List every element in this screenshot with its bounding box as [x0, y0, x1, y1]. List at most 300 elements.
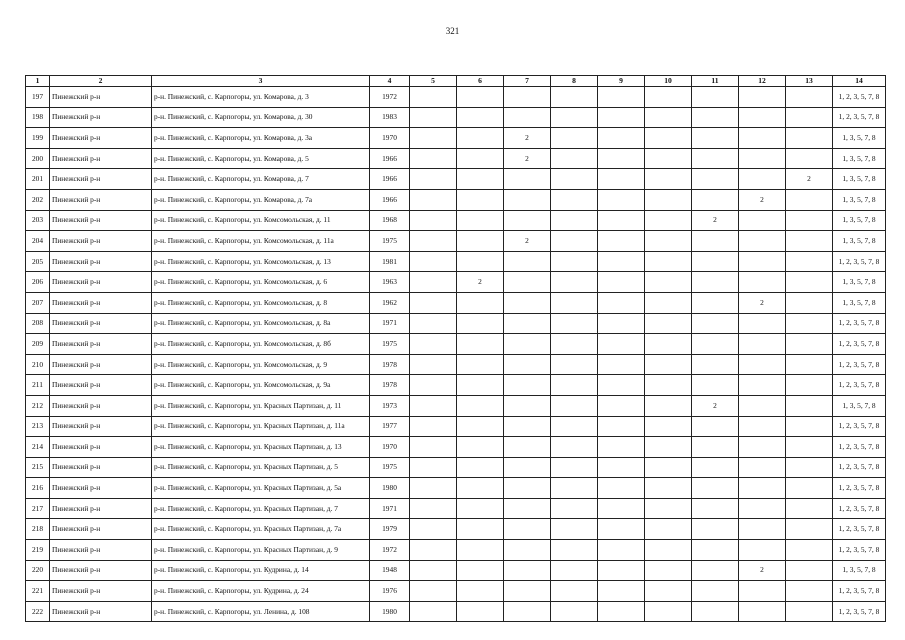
year-cell: 1978 [370, 375, 410, 396]
year-cell: 1977 [370, 416, 410, 437]
row-number-cell: 207 [26, 292, 50, 313]
mark-cell [457, 478, 504, 499]
mark-cell [504, 292, 551, 313]
mark-cell [645, 107, 692, 128]
mark-cell [551, 416, 598, 437]
district-cell: Пинежский р-н [50, 416, 152, 437]
mark-cell [598, 478, 645, 499]
mark-cell [457, 560, 504, 581]
mark-cell [739, 498, 786, 519]
mark-cell [692, 560, 739, 581]
mark-cell [692, 128, 739, 149]
mark-cell [645, 354, 692, 375]
mark-cell [551, 375, 598, 396]
district-cell: Пинежский р-н [50, 231, 152, 252]
mark-cell [786, 437, 833, 458]
address-cell: р-н. Пинежский, с. Карпогоры, ул. Красных Партизан, д. 11 [152, 395, 370, 416]
mark-cell [786, 354, 833, 375]
mark-cell [598, 375, 645, 396]
mark-cell: 2 [457, 272, 504, 293]
codes-cell: 1, 2, 3, 5, 7, 8 [833, 313, 886, 334]
row-number-cell: 219 [26, 540, 50, 561]
page-number: 321 [445, 26, 460, 36]
mark-cell [504, 189, 551, 210]
district-cell: Пинежский р-н [50, 334, 152, 355]
mark-cell [457, 210, 504, 231]
district-cell: Пинежский р-н [50, 354, 152, 375]
district-cell: Пинежский р-н [50, 272, 152, 293]
mark-cell [645, 601, 692, 622]
mark-cell [410, 581, 457, 602]
table-row [26, 107, 886, 128]
year-cell: 1979 [370, 519, 410, 540]
row-number-cell: 201 [26, 169, 50, 190]
codes-cell: 1, 2, 3, 5, 7, 8 [833, 519, 886, 540]
mark-cell [786, 478, 833, 499]
mark-cell [598, 292, 645, 313]
mark-cell [457, 169, 504, 190]
mark-cell [410, 478, 457, 499]
address-cell: р-н. Пинежский, с. Карпогоры, ул. Красных Партизан, д. 9 [152, 540, 370, 561]
year-cell: 1968 [370, 210, 410, 231]
mark-cell [645, 395, 692, 416]
mark-cell [739, 87, 786, 108]
column-header: 10 [645, 76, 692, 87]
codes-cell: 1, 2, 3, 5, 7, 8 [833, 540, 886, 561]
mark-cell [457, 498, 504, 519]
mark-cell [645, 478, 692, 499]
mark-cell [504, 395, 551, 416]
mark-cell [645, 581, 692, 602]
mark-cell [739, 519, 786, 540]
mark-cell [410, 231, 457, 252]
mark-cell [645, 169, 692, 190]
mark-cell [410, 292, 457, 313]
codes-cell: 1, 3, 5, 7, 8 [833, 128, 886, 149]
codes-cell: 1, 3, 5, 7, 8 [833, 189, 886, 210]
district-cell: Пинежский р-н [50, 478, 152, 499]
mark-cell [551, 189, 598, 210]
column-header: 9 [598, 76, 645, 87]
mark-cell [598, 231, 645, 252]
table-row [26, 169, 886, 190]
mark-cell [598, 581, 645, 602]
mark-cell [504, 416, 551, 437]
year-cell: 1970 [370, 128, 410, 149]
year-cell: 1970 [370, 437, 410, 458]
mark-cell [504, 375, 551, 396]
mark-cell [504, 457, 551, 478]
mark-cell [457, 437, 504, 458]
mark-cell [598, 416, 645, 437]
mark-cell [645, 457, 692, 478]
year-cell: 1978 [370, 354, 410, 375]
table-row [26, 148, 886, 169]
year-cell: 1975 [370, 334, 410, 355]
address-cell: р-н. Пинежский, с. Карпогоры, ул. Комсомольская, д. 8б [152, 334, 370, 355]
address-cell: р-н. Пинежский, с. Карпогоры, ул. Комарова, д. 5 [152, 148, 370, 169]
codes-cell: 1, 3, 5, 7, 8 [833, 210, 886, 231]
table-row [26, 87, 886, 108]
mark-cell [786, 292, 833, 313]
mark-cell [551, 519, 598, 540]
column-header: 1 [26, 76, 50, 87]
mark-cell [598, 395, 645, 416]
mark-cell [786, 107, 833, 128]
mark-cell [410, 210, 457, 231]
column-header: 6 [457, 76, 504, 87]
district-cell: Пинежский р-н [50, 498, 152, 519]
housing-register-table [25, 75, 886, 622]
address-cell: р-н. Пинежский, с. Карпогоры, ул. Комсомольская, д. 11а [152, 231, 370, 252]
district-cell: Пинежский р-н [50, 189, 152, 210]
mark-cell [692, 375, 739, 396]
codes-cell: 1, 2, 3, 5, 7, 8 [833, 251, 886, 272]
mark-cell [504, 313, 551, 334]
mark-cell [410, 395, 457, 416]
address-cell: р-н. Пинежский, с. Карпогоры, ул. Комсомольская, д. 9а [152, 375, 370, 396]
district-cell: Пинежский р-н [50, 128, 152, 149]
mark-cell [739, 313, 786, 334]
mark-cell [410, 272, 457, 293]
row-number-cell: 213 [26, 416, 50, 437]
row-number-cell: 203 [26, 210, 50, 231]
mark-cell: 2 [739, 189, 786, 210]
codes-cell: 1, 3, 5, 7, 8 [833, 292, 886, 313]
mark-cell [457, 375, 504, 396]
column-header: 7 [504, 76, 551, 87]
mark-cell [739, 128, 786, 149]
row-number-cell: 220 [26, 560, 50, 581]
year-cell: 1975 [370, 231, 410, 252]
mark-cell [457, 107, 504, 128]
address-cell: р-н. Пинежский, с. Карпогоры, ул. Комсомольская, д. 8а [152, 313, 370, 334]
year-cell: 1981 [370, 251, 410, 272]
mark-cell [410, 498, 457, 519]
mark-cell [457, 519, 504, 540]
column-header: 8 [551, 76, 598, 87]
mark-cell [645, 334, 692, 355]
year-cell: 1972 [370, 540, 410, 561]
mark-cell [739, 601, 786, 622]
mark-cell [786, 498, 833, 519]
district-cell: Пинежский р-н [50, 169, 152, 190]
mark-cell [504, 169, 551, 190]
row-number-cell: 205 [26, 251, 50, 272]
table-row [26, 498, 886, 519]
mark-cell [739, 416, 786, 437]
mark-cell [645, 375, 692, 396]
mark-cell [645, 540, 692, 561]
mark-cell [598, 107, 645, 128]
mark-cell [551, 334, 598, 355]
mark-cell [739, 395, 786, 416]
district-cell: Пинежский р-н [50, 251, 152, 272]
mark-cell [786, 231, 833, 252]
mark-cell [692, 251, 739, 272]
mark-cell [786, 395, 833, 416]
mark-cell [739, 251, 786, 272]
table-row [26, 231, 886, 252]
mark-cell [410, 457, 457, 478]
table-body [26, 87, 886, 622]
codes-cell: 1, 2, 3, 5, 7, 8 [833, 498, 886, 519]
column-header: 4 [370, 76, 410, 87]
row-number-cell: 215 [26, 457, 50, 478]
address-cell: р-н. Пинежский, с. Карпогоры, ул. Комарова, д. 3а [152, 128, 370, 149]
mark-cell [598, 354, 645, 375]
table-row [26, 272, 886, 293]
table-row [26, 416, 886, 437]
mark-cell [504, 519, 551, 540]
mark-cell [410, 128, 457, 149]
mark-cell [551, 128, 598, 149]
codes-cell: 1, 2, 3, 5, 7, 8 [833, 416, 886, 437]
mark-cell [410, 601, 457, 622]
mark-cell [786, 210, 833, 231]
district-cell: Пинежский р-н [50, 601, 152, 622]
mark-cell [598, 313, 645, 334]
mark-cell [645, 519, 692, 540]
row-number-cell: 199 [26, 128, 50, 149]
mark-cell [786, 272, 833, 293]
year-cell: 1962 [370, 292, 410, 313]
mark-cell [645, 313, 692, 334]
mark-cell [504, 87, 551, 108]
mark-cell [598, 519, 645, 540]
district-cell: Пинежский р-н [50, 437, 152, 458]
mark-cell [786, 189, 833, 210]
mark-cell [457, 231, 504, 252]
address-cell: р-н. Пинежский, с. Карпогоры, ул. Красных Партизан, д. 5 [152, 457, 370, 478]
mark-cell [786, 581, 833, 602]
codes-cell: 1, 3, 5, 7, 8 [833, 560, 886, 581]
row-number-cell: 216 [26, 478, 50, 499]
mark-cell [645, 148, 692, 169]
mark-cell [786, 128, 833, 149]
table-row [26, 601, 886, 622]
mark-cell [598, 169, 645, 190]
district-cell: Пинежский р-н [50, 313, 152, 334]
mark-cell [410, 560, 457, 581]
mark-cell [504, 210, 551, 231]
address-cell: р-н. Пинежский, с. Карпогоры, ул. Кудрина, д. 14 [152, 560, 370, 581]
address-cell: р-н. Пинежский, с. Карпогоры, ул. Красных Партизан, д. 13 [152, 437, 370, 458]
year-cell: 1966 [370, 189, 410, 210]
mark-cell [504, 107, 551, 128]
mark-cell [598, 87, 645, 108]
mark-cell [645, 498, 692, 519]
codes-cell: 1, 2, 3, 5, 7, 8 [833, 107, 886, 128]
address-cell: р-н. Пинежский, с. Карпогоры, ул. Кудрина, д. 24 [152, 581, 370, 602]
mark-cell [551, 87, 598, 108]
row-number-cell: 221 [26, 581, 50, 602]
table-row [26, 251, 886, 272]
column-header: 5 [410, 76, 457, 87]
mark-cell [692, 437, 739, 458]
table-row [26, 334, 886, 355]
mark-cell [551, 478, 598, 499]
year-cell: 1972 [370, 87, 410, 108]
mark-cell [598, 210, 645, 231]
address-cell: р-н. Пинежский, с. Карпогоры, ул. Комарова, д. 3 [152, 87, 370, 108]
mark-cell [645, 128, 692, 149]
mark-cell [739, 581, 786, 602]
mark-cell: 2 [504, 231, 551, 252]
address-cell: р-н. Пинежский, с. Карпогоры, ул. Красных Партизан, д. 7а [152, 519, 370, 540]
address-cell: р-н. Пинежский, с. Карпогоры, ул. Комсомольская, д. 6 [152, 272, 370, 293]
mark-cell [504, 251, 551, 272]
year-cell: 1976 [370, 581, 410, 602]
mark-cell [551, 601, 598, 622]
mark-cell [645, 210, 692, 231]
row-number-cell: 212 [26, 395, 50, 416]
address-cell: р-н. Пинежский, с. Карпогоры, ул. Комарова, д. 30 [152, 107, 370, 128]
mark-cell [692, 169, 739, 190]
mark-cell [739, 231, 786, 252]
column-header: 12 [739, 76, 786, 87]
address-cell: р-н. Пинежский, с. Карпогоры, ул. Красных Партизан, д. 5а [152, 478, 370, 499]
mark-cell [739, 272, 786, 293]
mark-cell [692, 272, 739, 293]
mark-cell [410, 375, 457, 396]
mark-cell [739, 107, 786, 128]
mark-cell [457, 354, 504, 375]
mark-cell [504, 581, 551, 602]
mark-cell [504, 437, 551, 458]
table-header-row [26, 76, 886, 87]
mark-cell [457, 416, 504, 437]
mark-cell [645, 437, 692, 458]
mark-cell [598, 437, 645, 458]
mark-cell [692, 107, 739, 128]
column-header: 13 [786, 76, 833, 87]
mark-cell [551, 251, 598, 272]
year-cell: 1971 [370, 313, 410, 334]
mark-cell [410, 540, 457, 561]
table-row [26, 457, 886, 478]
mark-cell [692, 416, 739, 437]
mark-cell [410, 148, 457, 169]
mark-cell [598, 128, 645, 149]
year-cell: 1983 [370, 107, 410, 128]
mark-cell [551, 313, 598, 334]
table-row [26, 519, 886, 540]
table-row [26, 128, 886, 149]
district-cell: Пинежский р-н [50, 375, 152, 396]
mark-cell [645, 560, 692, 581]
table-row [26, 437, 886, 458]
address-cell: р-н. Пинежский, с. Карпогоры, ул. Комарова, д. 7а [152, 189, 370, 210]
mark-cell [692, 498, 739, 519]
mark-cell [551, 231, 598, 252]
mark-cell [551, 148, 598, 169]
mark-cell [598, 148, 645, 169]
mark-cell [786, 601, 833, 622]
address-cell: р-н. Пинежский, с. Карпогоры, ул. Красных Партизан, д. 11а [152, 416, 370, 437]
district-cell: Пинежский р-н [50, 292, 152, 313]
mark-cell [551, 272, 598, 293]
mark-cell [739, 457, 786, 478]
year-cell: 1980 [370, 601, 410, 622]
mark-cell: 2 [692, 395, 739, 416]
mark-cell [739, 334, 786, 355]
codes-cell: 1, 2, 3, 5, 7, 8 [833, 334, 886, 355]
mark-cell [692, 581, 739, 602]
mark-cell [457, 457, 504, 478]
mark-cell [410, 354, 457, 375]
codes-cell: 1, 2, 3, 5, 7, 8 [833, 375, 886, 396]
mark-cell [457, 313, 504, 334]
mark-cell [551, 292, 598, 313]
mark-cell [739, 540, 786, 561]
codes-cell: 1, 2, 3, 5, 7, 8 [833, 87, 886, 108]
mark-cell [692, 354, 739, 375]
mark-cell [598, 560, 645, 581]
mark-cell [457, 251, 504, 272]
mark-cell [504, 560, 551, 581]
mark-cell [551, 354, 598, 375]
mark-cell [786, 375, 833, 396]
mark-cell [645, 416, 692, 437]
mark-cell [739, 148, 786, 169]
mark-cell [645, 272, 692, 293]
district-cell: Пинежский р-н [50, 560, 152, 581]
row-number-cell: 209 [26, 334, 50, 355]
row-number-cell: 210 [26, 354, 50, 375]
address-cell: р-н. Пинежский, с. Карпогоры, ул. Комсомольская, д. 8 [152, 292, 370, 313]
table-row [26, 189, 886, 210]
year-cell: 1971 [370, 498, 410, 519]
mark-cell [739, 478, 786, 499]
mark-cell [786, 560, 833, 581]
row-number-cell: 197 [26, 87, 50, 108]
mark-cell [692, 87, 739, 108]
mark-cell [551, 210, 598, 231]
row-number-cell: 214 [26, 437, 50, 458]
district-cell: Пинежский р-н [50, 210, 152, 231]
row-number-cell: 217 [26, 498, 50, 519]
table-row [26, 210, 886, 231]
row-number-cell: 211 [26, 375, 50, 396]
row-number-cell: 218 [26, 519, 50, 540]
mark-cell: 2 [504, 148, 551, 169]
mark-cell [551, 395, 598, 416]
mark-cell [739, 169, 786, 190]
mark-cell [410, 169, 457, 190]
mark-cell [551, 540, 598, 561]
table-row [26, 292, 886, 313]
district-cell: Пинежский р-н [50, 519, 152, 540]
codes-cell: 1, 2, 3, 5, 7, 8 [833, 581, 886, 602]
year-cell: 1948 [370, 560, 410, 581]
district-cell: Пинежский р-н [50, 581, 152, 602]
column-header: 14 [833, 76, 886, 87]
mark-cell [457, 292, 504, 313]
mark-cell [457, 87, 504, 108]
address-cell: р-н. Пинежский, с. Карпогоры, ул. Ленина, д. 108 [152, 601, 370, 622]
mark-cell: 2 [739, 292, 786, 313]
district-cell: Пинежский р-н [50, 87, 152, 108]
codes-cell: 1, 3, 5, 7, 8 [833, 272, 886, 293]
address-cell: р-н. Пинежский, с. Карпогоры, ул. Комсомольская, д. 11 [152, 210, 370, 231]
mark-cell [786, 457, 833, 478]
mark-cell [598, 272, 645, 293]
mark-cell [504, 498, 551, 519]
mark-cell [692, 334, 739, 355]
district-cell: Пинежский р-н [50, 395, 152, 416]
mark-cell [786, 87, 833, 108]
